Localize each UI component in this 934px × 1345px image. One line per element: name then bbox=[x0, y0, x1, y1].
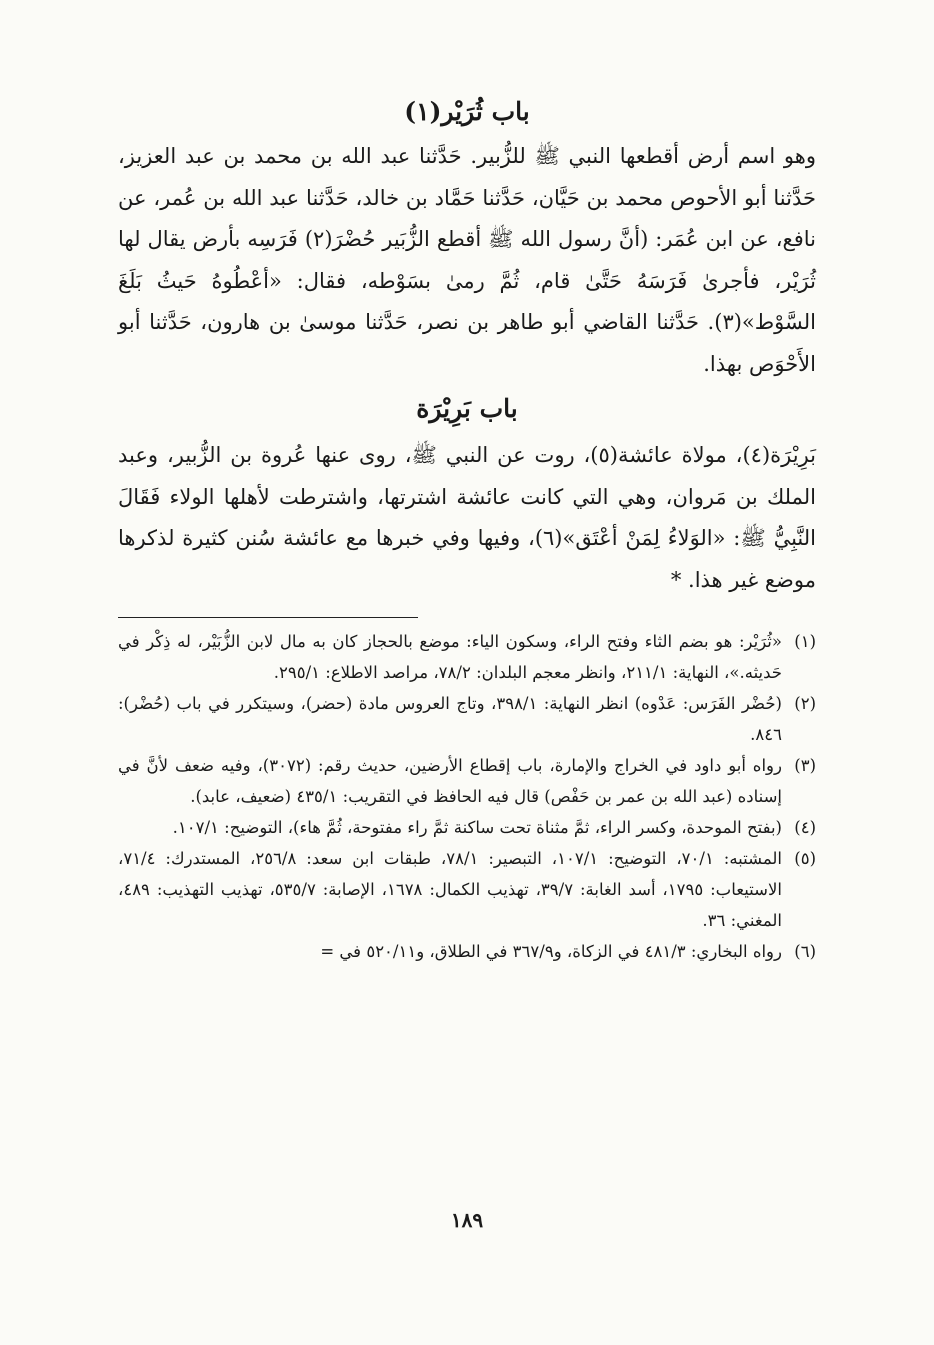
footnote-separator bbox=[118, 617, 418, 618]
footnote-1 bbox=[118, 626, 816, 688]
footnote-number: (٢) bbox=[794, 694, 816, 713]
footnote-text: (حُضْر الفَرَس: عَدْوه) انظر النهاية: ٣٩٨/١، وتاج العروس مادة (حضر)، وسيتكرر في باب (حُضْر): ٨٤٦. bbox=[118, 694, 782, 744]
footnote-number: (٤) bbox=[794, 818, 816, 837]
footnote-text: «ثُرَيْر: هو بضم الثاء وفتح الراء، وسكون الياء: موضع بالحجاز كان به مال لابن الزُّبَيْر، له ذِكْر في حَديثه.»، النهاية: ٢١١/١، وانظر معجم البلدان: ٧٨/٢، مراصد الاطلاع: ٢٩٥/١. bbox=[118, 632, 782, 682]
footnote-6 bbox=[118, 936, 816, 967]
footnote-2 bbox=[118, 688, 816, 750]
chapter-heading-barira: باب بَرِيْرَة bbox=[416, 394, 518, 423]
footnote-3 bbox=[118, 750, 816, 812]
footnote-4 bbox=[118, 812, 816, 843]
chapter-heading-thurayr: باب ثُرَيْر(١) bbox=[404, 97, 530, 126]
footnote-text: (بفتح الموحدة، وكسر الراء، ثمَّ مثناة تحت ساكنة ثمَّ راء مفتوحة، ثُمَّ هاء)، التوضيح: ١٠٧/١. bbox=[172, 818, 782, 837]
paragraph-thurayr: وهو اسم أرض أقطعها النبي ﷺ للزُّبير. حَدَّثنا عبد الله بن محمد بن عبد العزيز، حَدَّثنا أبو الأحوص محمد بن حَيَّان، حَدَّثنا حَمَّاد بن خالد، حَدَّثنا عبد الله بن عُمر، عن نافع، عن ابن عُمَر: (أنَّ رسول الله ﷺ أقطع الزُّبَير حُضْرَ(٢) فَرَسِه بأرض يقال لها ثُرَيْر، فأجرىٰ فَرَسَهُ حَتَّىٰ قام، ثُمَّ رمىٰ بسَوْطه، فقال: «أعْطُوهُ حَيثُ بَلَغَ السَّوْط»(٣). حَدَّثنا القاضي أبو طاهر بن نصر، حَدَّثنا موسىٰ بن هارون، حَدَّثنا أبو الأَحْوَص بهذا. bbox=[118, 144, 816, 376]
footnote-number: (١) bbox=[794, 632, 816, 651]
footnote-text: رواه أبو داود في الخراج والإمارة، باب إقطاع الأرضين، حديث رقم: (٣٠٧٢)، وفيه ضعف لأنَّ في إسناده (عبد الله بن عمر بن حَفْص) قال فيه الحافظ في التقريب: ٤٣٥/١ (ضعيف، عابد). bbox=[118, 756, 782, 806]
page-content bbox=[118, 92, 816, 967]
footnote-text: المشتبه: ٧٠/١، التوضيح: ١٠٧/١، التبصير: ٧٨/١، طبقات ابن سعد: ٢٥٦/٨، المستدرك: ٧١/٤، الاستيعاب: ١٧٩٥، أسد الغابة: ٣٩/٧، تهذيب الكمال: ١٦٧٨، الإصابة: ٥٣٥/٧، تهذيب التهذيب: ٤٨٩، المغني: ٣٦. bbox=[118, 849, 782, 930]
footnotes bbox=[118, 626, 816, 967]
page-number: ١٨٩ bbox=[450, 1208, 484, 1232]
footnote-number: (٥) bbox=[794, 849, 816, 868]
footnote-number: (٦) bbox=[794, 942, 816, 961]
footnote-number: (٣) bbox=[794, 756, 816, 775]
footnote-text: رواه البخاري: ٤٨١/٣ في الزكاة، و٣٦٧/٩ في الطلاق، و٥٢٠/١١ في = bbox=[320, 942, 782, 961]
paragraph-barira: بَرِيْرَة(٤)، مولاة عائشة(٥)، روت عن النبي ﷺ، روى عنها عُروة بن الزُّبير، وعبد الملك بن مَروان، وهي التي كانت عائشة اشترتها، واشترطت لأهلها الولاء فَقَالَ النَّبِيُّ ﷺ: «الوَلاءُ لِمَنْ أعْتَق»(٦)، وفيها وفي خبرها مع عائشة سُنن كثيرة لذكرها موضع غير هذا. * bbox=[118, 443, 816, 592]
footnote-5 bbox=[118, 843, 816, 936]
